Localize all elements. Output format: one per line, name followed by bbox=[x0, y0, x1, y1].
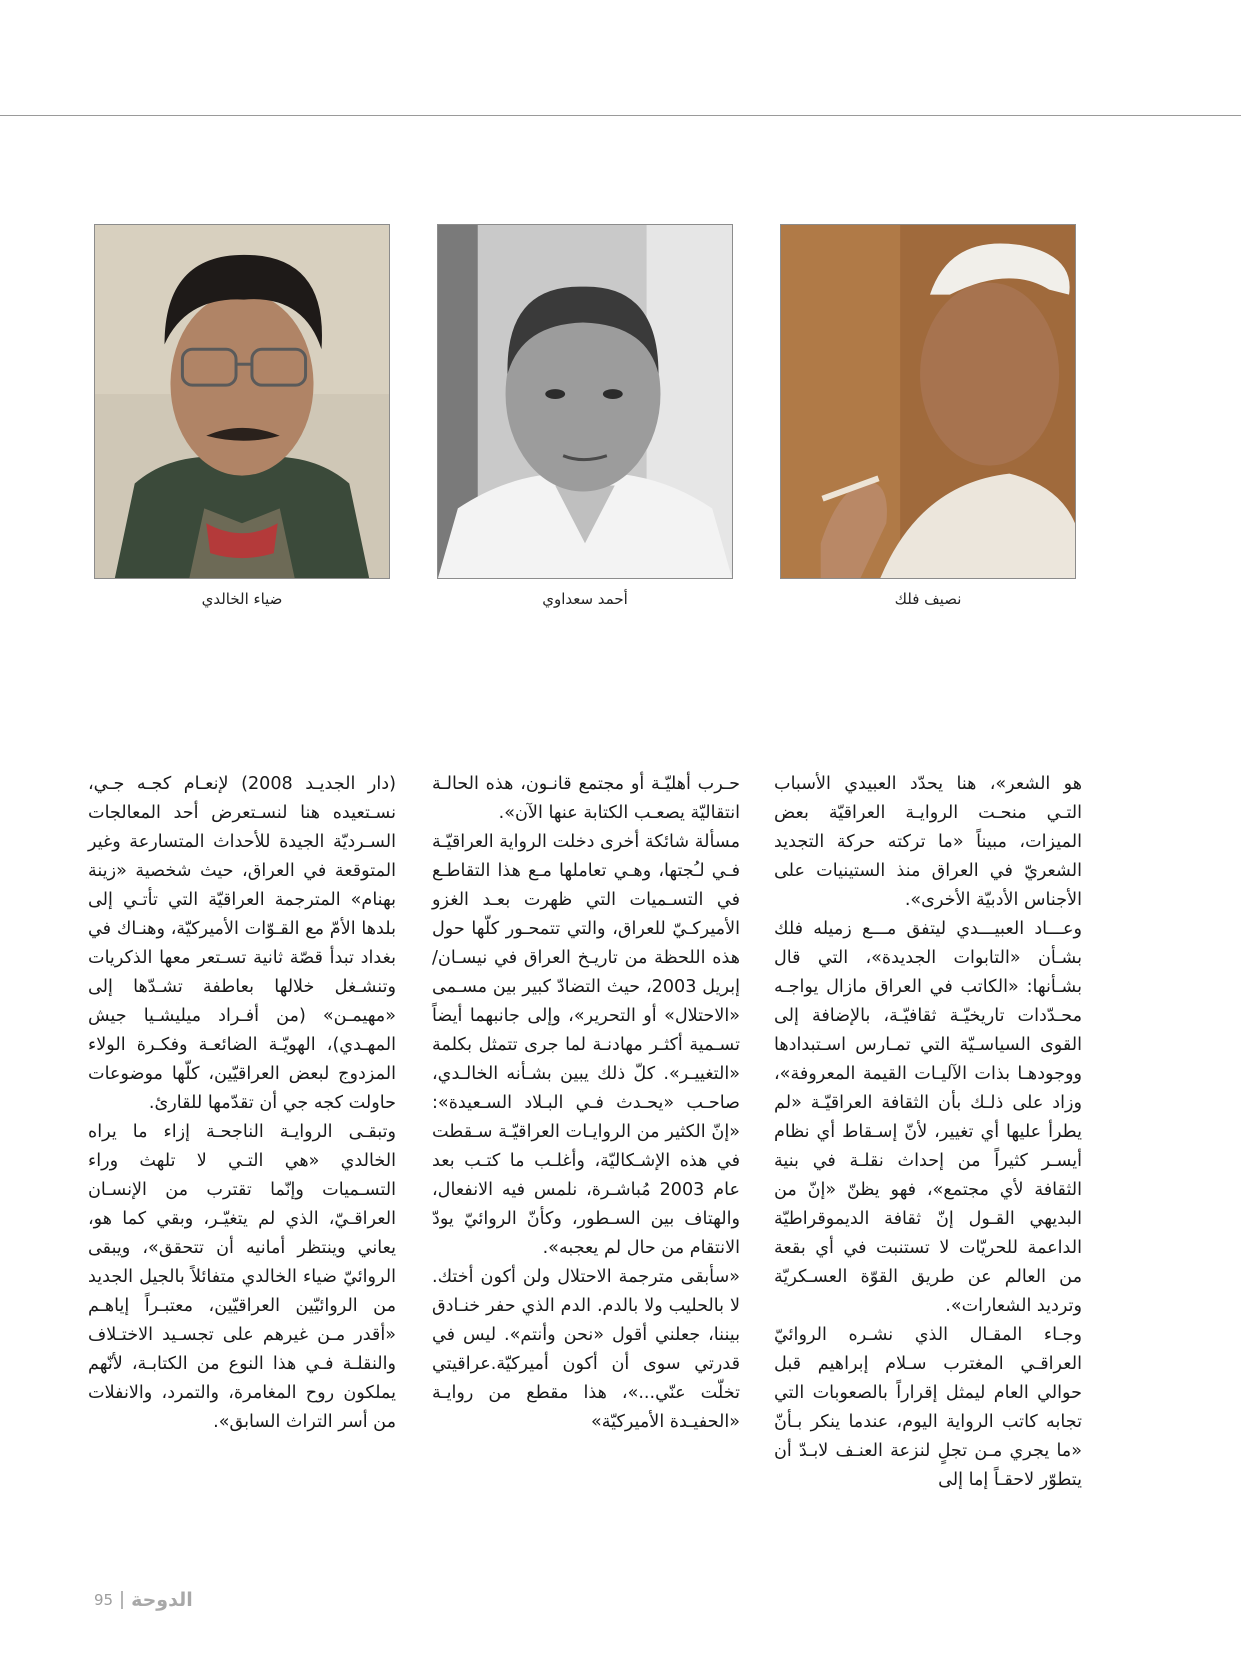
top-rule bbox=[0, 115, 1241, 116]
paragraph: وعـــاد العبيـــدي ليتفق مـــع زميله فلك بشـأن «التابوات الجديدة»، التي قال بشـأنها: «الكاتب في العراق مازال يواجـه محـدّدات تاريخيّـة ثقافيّـة، بالإضافة إلى القوى السياسـيّة التي تمـارس اسـتبدادها ووجودهـا بذات الآليـات القيمة المعروفة»، وزاد على ذلـك بأن الثقافة العراقيّـة «لم يطرأ عليها أي تغيير، لأنّ إسـقاط أي نظام أيسـر كثيراً من إحداث نقلـة في بنية الثقافة لأي مجتمع»، فهو يظنّ «إنّ من البديهي القـول إنّ ثقافة الديموقراطيّة الداعمة للحريّات لا تستنبت في أي بقعة من العالم عن طريق القوّة العسـكريّة وترديد الشعارات». bbox=[774, 919, 1082, 1316]
magazine-logo: الدوحة bbox=[131, 1589, 193, 1611]
paragraph: حـرب أهليّـة أو مجتمع قانـون، هذه الحالـة انتقاليّة يصعـب الكتابة عنها الآن». bbox=[432, 774, 740, 823]
page-number: 95 bbox=[94, 1591, 114, 1609]
photo-nassif-falak bbox=[780, 224, 1076, 579]
paragraph: «سأبقى مترجمة الاحتلال ولن أكون أختك. لا بالحليب ولا بالدم. الدم الذي حفر خنـادق بيننا، جعلني أقول «نحن وأنتم». ليس في قدرتي سوى أن أكون أميركيّة.عراقيتي تخلّت عنّي...»، هذا مقطع من روايـة «الحفيـدة الأميركيّة» bbox=[432, 1267, 740, 1432]
photo-ahmed-saadawi bbox=[437, 224, 733, 579]
portrait-image-3 bbox=[781, 225, 1075, 578]
paragraph: هو الشعر»، هنا يحدّد العبيدي الأسباب التـي منحـت الروايـة العراقيّة بعض الميزات، مبيناً «ما تركته حركة التجديد الشعريّ في العراق منذ الستينيات على الأجناس الأدبيّة الأخرى». bbox=[774, 774, 1082, 910]
paragraph: (دار الجديـد 2008) لإنعـام كجـه جـي، نسـتعيده هنا لنسـتعرض أحد المعالجات السـرديّة الجيدة للأحداث المتسارعة وغير المتوقعة في العراق، حيث شخصية «زينة بهنام» المترجمة العراقيّة التي تأتـي إلى بلدها الأمّ مع القـوّات الأميركيّة، وهنـاك في بغداد تبدأ قصّة ثانية تسـتعر معها الذكريات وتنشـغل خلالها بعاطفة تشـدّها إلى «مهيمـن» (من أفـراد ميليشـيا جيش المهـدي)، الهويّـة الضائعـة وفكـرة الولاء المزدوج لبعض العراقيّين، كلّها موضوعات حاولت كجه جي أن تقدّمها للقارئ. bbox=[88, 774, 396, 1113]
photo-diaa-alkhalidi bbox=[94, 224, 390, 579]
paragraph: وتبقـى الروايـة الناجحـة إزاء ما يراه الخالدي «هي التـي لا تلهث وراء التسـميات وإنّما تقترب من الإنسـان العراقـيّ، الذي لم يتغيّـر، وبقي كما هو، يعاني وينتظر أمانيه أن تتحقق»، ويبقى الروائيّ ضياء الخالدي متفائلاً بالجيل الجديد من الروائيّين العراقيّين، معتبـراً إياهـم «أقدر مـن غيرهم على تجسـيد الاختـلاف والنقلـة فـي هذا النوع من الكتابـة، لأنّهم يملكون روح المغامرة، والتمرد، والانفلات من أسر التراث السابق». bbox=[88, 1122, 396, 1432]
photo-caption-diaa-alkhalidi: ضياء الخالدي bbox=[201, 590, 283, 608]
paragraph: مسألة شائكة أخرى دخلت الرواية العراقيّـة فـي لـُجتها، وهـي تعاملها مـع هذا التقاطـع في التسـميات التي ظهرت بعـد الغزو الأميركـيّ للعراق، والتي تتمحـور كلّها حول هذه اللحظة من تاريـخ العراق في نيسـان/إبريل 2003، حيث التضادّ كبير بين مسـمى «الاحتلال» أو التحرير»، وإلى جانبهما أيضاً تسـمية أكثـر مهادنـة لما جرى تتمثل بكلمة «التغييـر». كلّ ذلك يبين بشـأنه الخالـدي، صاحـب «يحـدث فـي البـلاد السـعيدة»: «إنّ الكثير من الروايـات العراقيّـة سـقطت في هذه الإشـكاليّة، وأغلـب ما كتـب بعد عام 2003 مُباشـرة، نلمس فيه الانفعال، والهتاف بين السـطور، وكأنّ الروائيّ يودّ الانتقام من حال لم يعجبه». bbox=[432, 832, 740, 1258]
page-footer bbox=[94, 1588, 193, 1612]
article-column-right bbox=[774, 770, 1082, 1495]
footer-divider bbox=[121, 1591, 123, 1609]
portrait-image-1 bbox=[95, 225, 389, 578]
article-column-left bbox=[88, 770, 396, 1437]
photo-caption-ahmed-saadawi: أحمد سعداوي bbox=[542, 590, 628, 608]
paragraph: وجـاء المقـال الذي نشـره الروائيّ العراقـي المغترب سـلام إبراهيم قبل حوالي العام ليمثل إقراراً بالصعوبات التي تجابه كاتب الرواية اليوم، عندما ينكر بـأنّ «ما يجري مـن تجلٍ لنزعة العنـف لابـدّ أن يتطوّر لاحقـاً إما إلى bbox=[774, 1325, 1082, 1490]
photo-caption-nassif-falak: نصيف فلك bbox=[894, 590, 962, 608]
article-column-middle bbox=[432, 770, 740, 1437]
portrait-image-2 bbox=[438, 225, 732, 578]
